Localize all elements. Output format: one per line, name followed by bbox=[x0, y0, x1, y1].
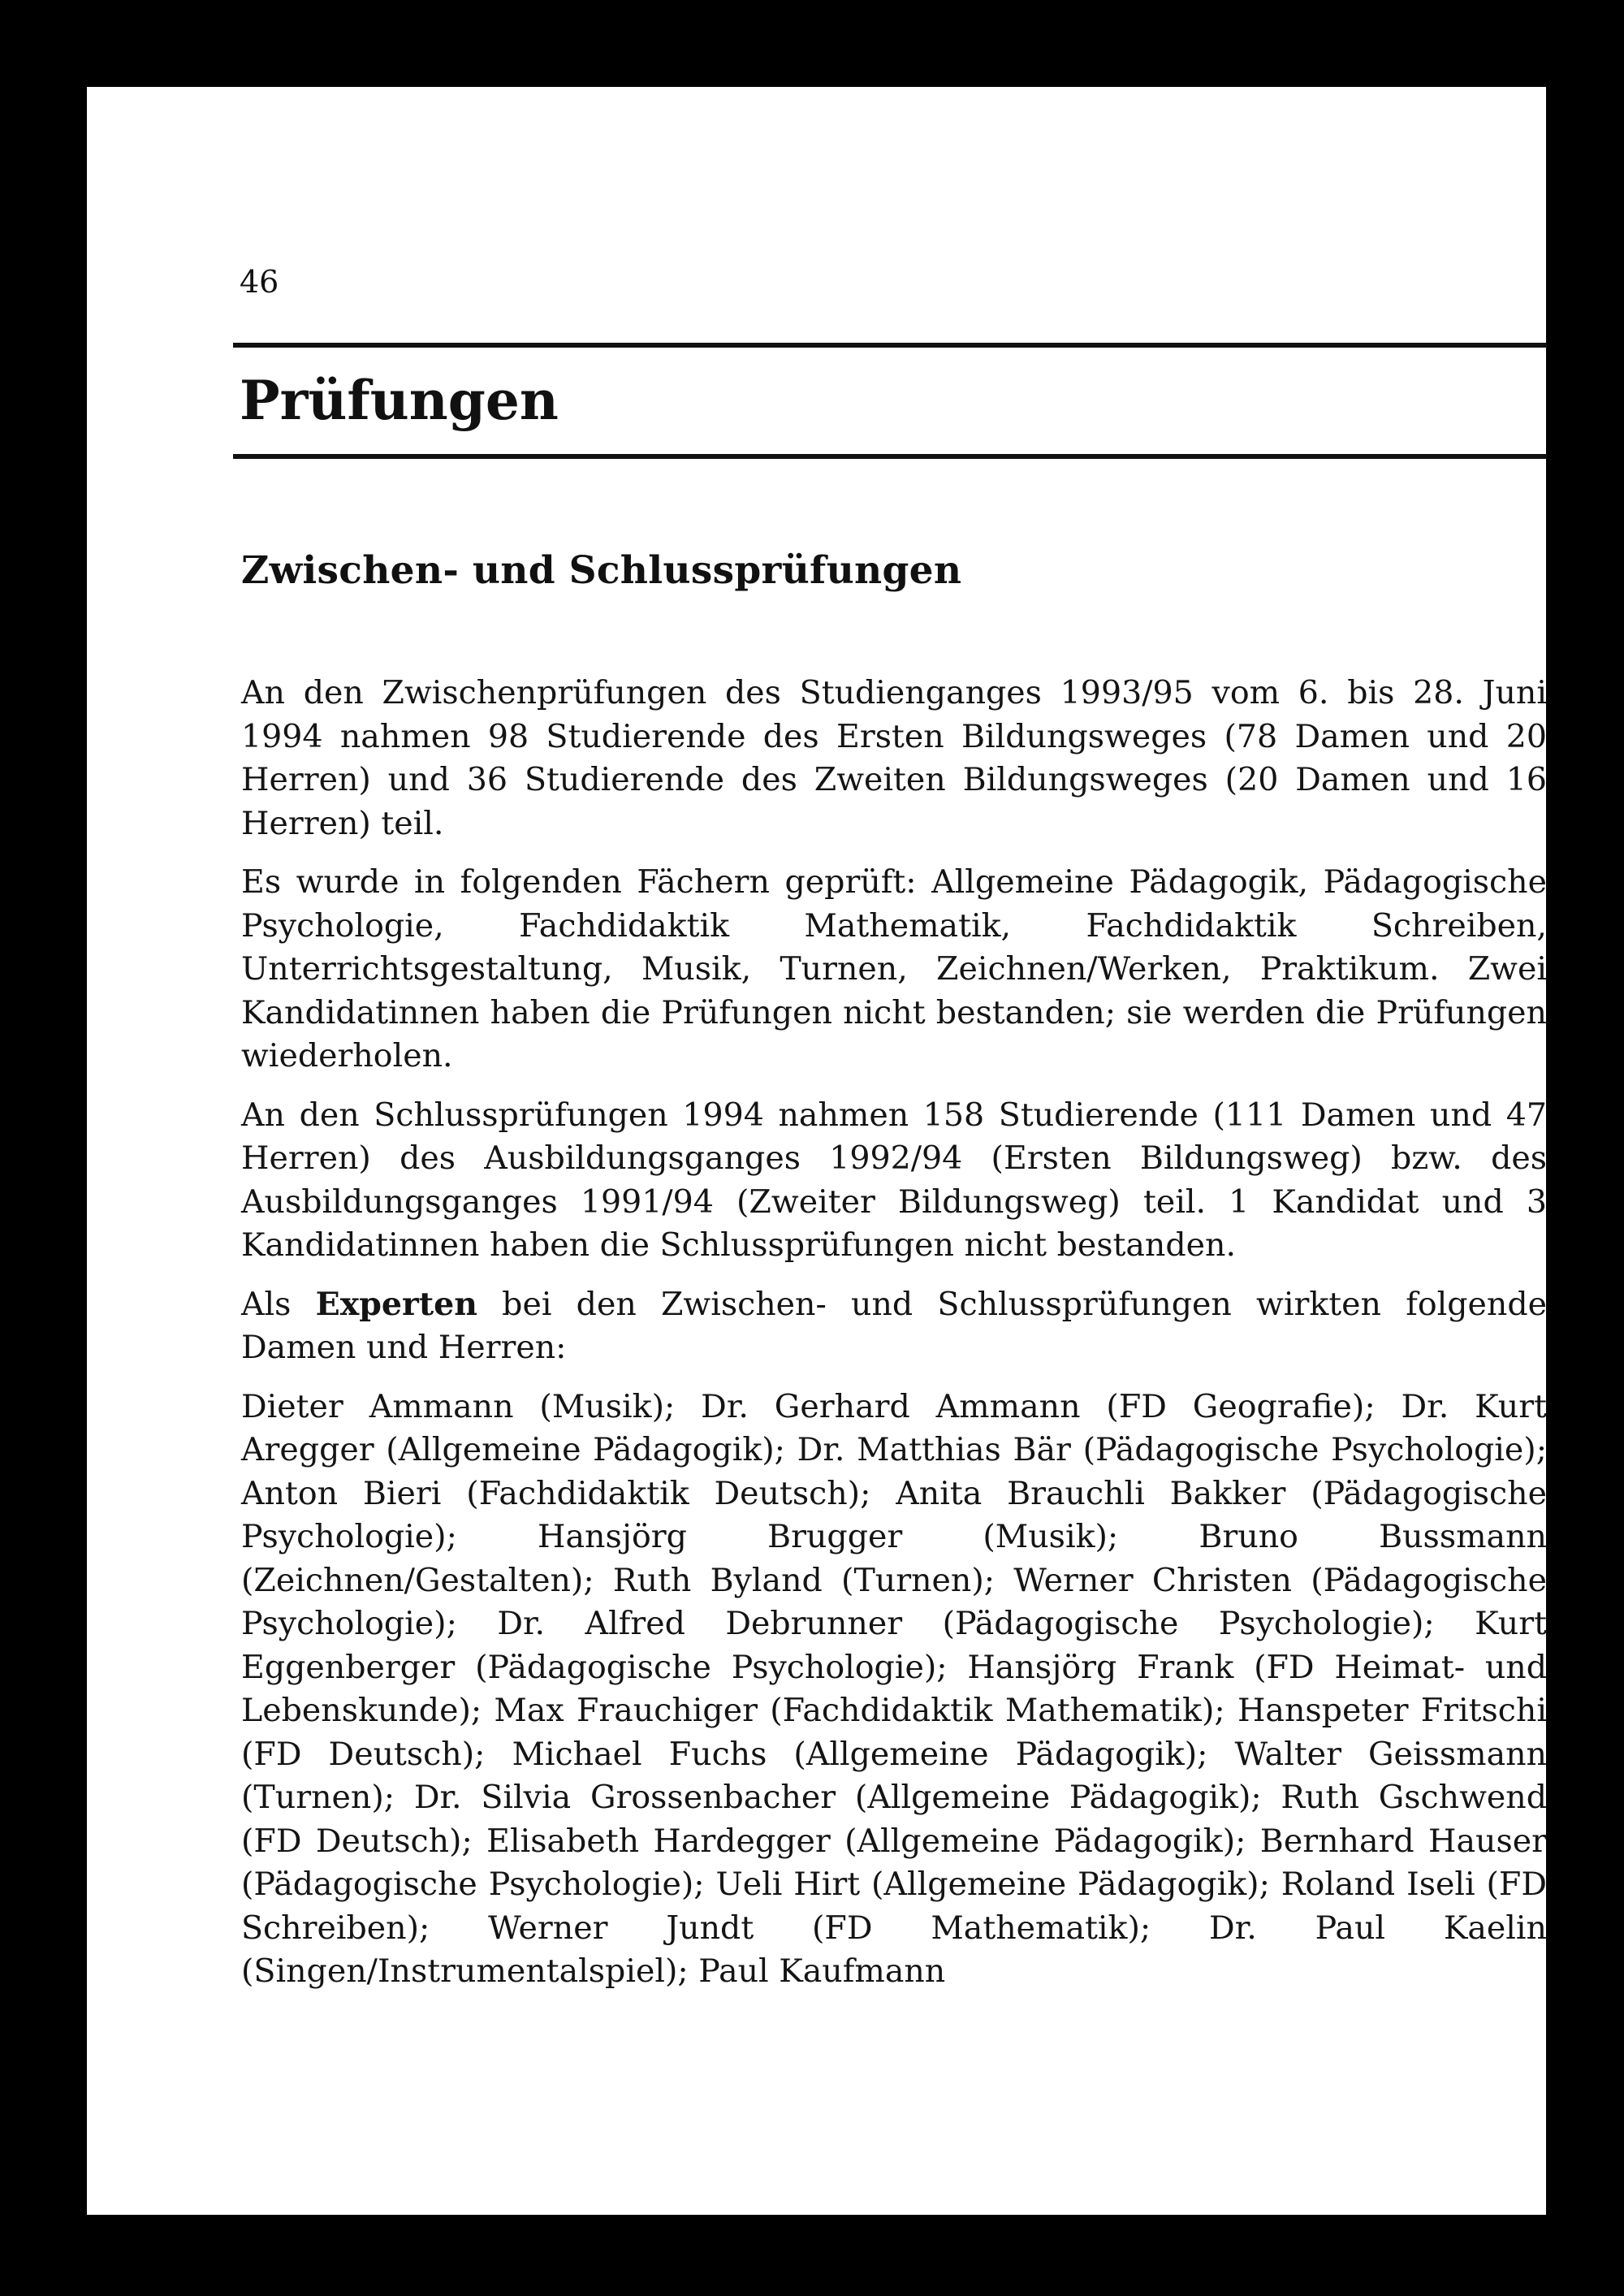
chapter-title: Prüfungen bbox=[240, 369, 559, 432]
paragraph-experts-list: Dieter Ammann (Musik); Dr. Gerhard Ammann (FD Geografie); Dr. Kurt Aregger (Allgemeine Pädagogik); Dr. Matthias Bär (Pädagogische Psychologie); Anton Bieri (Fachdidaktik Deutsch); Anita Brauchli Bakker (Pädagogische Psychologie); Hansjörg Brugger (Musik); Bruno Bussmann (Zeichnen/Gestalten); Ruth Byland (Turnen); Werner Christen (Pädagogische Psychologie); Dr. Alfred Debrunner (Pädagogische Psychologie); Kurt Eggenberger (Pädagogische Psychologie); Hansjörg Frank (FD Heimat- und Lebenskunde); Max Frauchiger (Fachdidaktik Mathematik); Hanspeter Fritschi (FD Deutsch); Michael Fuchs (Allgemeine Pädagogik); Walter Geissmann (Turnen); Dr. Silvia Grossenbacher (Allgemeine Pädagogik); Ruth Gschwend (FD Deutsch); Elisabeth Hardegger (Allgemeine Pädagogik); Bernhard Hauser (Pädagogische Psychologie); Ueli Hirt (Allgemeine Pädagogik); Roland Iseli (FD Schreiben); Werner Jundt (FD Mathematik); Dr. Paul Kaelin (Singen/Instrumentalspiel); Paul Kaufmann bbox=[241, 1387, 1547, 1990]
title-rule-bottom bbox=[233, 454, 1547, 459]
document-page bbox=[87, 87, 1546, 2215]
paragraph-final-exams: An den Schlussprüfungen 1994 nahmen 158 Studierende (111 Damen und 47 Herren) des Ausbildungsganges 1992/94 (Ersten Bildungsweg) bzw. des Ausbildungsganges 1991/94 (Zweiter Bildungsweg) teil. 1 Kandidat und 3 Kandidatinnen haben die Schlussprüfungen nicht bestanden. bbox=[241, 1096, 1547, 1264]
experts-keyword: Experten bbox=[315, 1285, 477, 1323]
experts-intro-before: Als bbox=[241, 1285, 316, 1323]
page-number: 46 bbox=[240, 264, 279, 300]
paragraph-experts-intro bbox=[241, 1283, 1547, 1370]
paragraph-exam-subjects: Es wurde in folgenden Fächern geprüft: Allgemeine Pädagogik, Pädagogische Psychologie, Fachdidaktik Mathematik, Fachdidaktik Schreiben, Unterrichtsgestaltung, Musik, Turnen, Zeichnen/Werken, Praktikum. Zwei Kandidatinnen haben die Prüfungen nicht bestanden; sie werden die Prüfungen wiederholen. bbox=[241, 863, 1547, 1074]
section-title: Zwischen- und Schlussprüfungen bbox=[241, 548, 962, 593]
title-rule-top bbox=[233, 343, 1547, 348]
experts-intro-after: bei den Zwischen- und Schlussprüfungen wirkten folgende Damen und Herren: bbox=[241, 1285, 1547, 1366]
body-text bbox=[241, 672, 1547, 2009]
paragraph-intermediate-exams: An den Zwischenprüfungen des Studienganges 1993/95 vom 6. bis 28. Juni 1994 nahmen 98 Studierende des Ersten Bildungsweges (78 Damen und 20 Herren) und 36 Studierende des Zweiten Bildungsweges (20 Damen und 16 Herren) teil. bbox=[241, 674, 1547, 842]
